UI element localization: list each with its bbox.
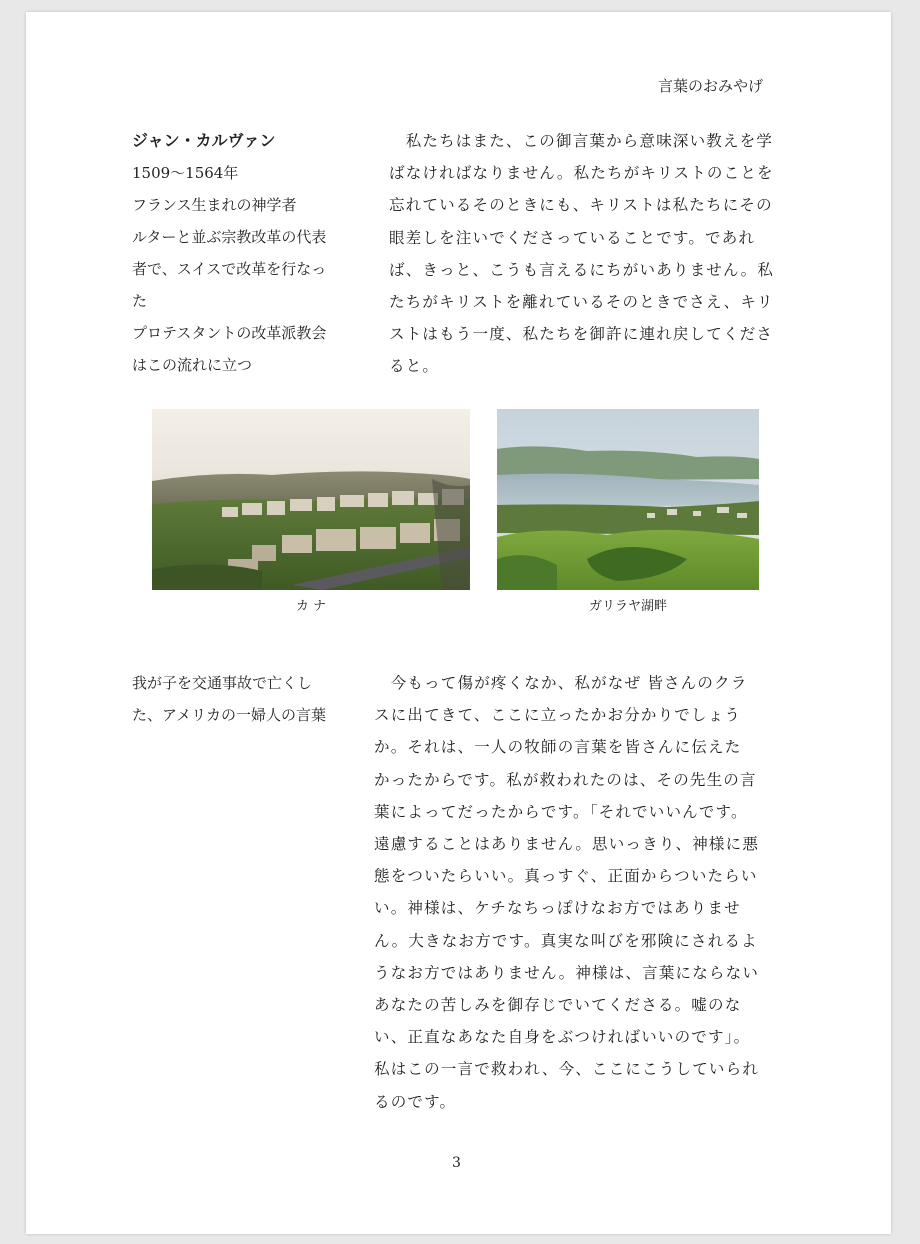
quote-source-note bbox=[132, 667, 326, 731]
body-line: ば、きっと、こうも言えるにちがいありません。私 bbox=[389, 260, 775, 279]
body-line: 態をついたらいい。真っすぐ、正面からついたらい bbox=[374, 867, 758, 886]
body-line: 遠慮することはありません。思いっきり、神様に悪 bbox=[374, 835, 760, 854]
note-line: プロテスタントの改革派教会 bbox=[132, 324, 327, 342]
biography-note bbox=[132, 125, 326, 381]
body-line: 眼差しを注いでくださっていることです。であれ bbox=[389, 228, 756, 247]
body-paragraph-1 bbox=[389, 125, 774, 383]
body-line: 私はこの一言で救われ、今、ここにこうしていられ bbox=[374, 1060, 760, 1079]
body-line: い。神様は、ケチなちっぽけなお方ではありませ bbox=[374, 899, 741, 918]
galilee-lake-photo bbox=[497, 409, 759, 590]
note-line: た bbox=[132, 292, 148, 310]
person-name: ジャン・カルヴァン bbox=[132, 131, 276, 150]
body-line: かったからです。私が救われたのは、その先生の言 bbox=[374, 770, 757, 789]
body-line: るのです。 bbox=[374, 1092, 457, 1111]
note-line: 我が子を交通事故で亡くし bbox=[132, 674, 313, 692]
body-line: か。それは、一人の牧師の言葉を皆さんに伝えた bbox=[374, 738, 742, 757]
body-line: 忘れているそのときにも、キリストは私たちにその bbox=[389, 196, 773, 215]
body-line: ストはもう一度、私たちを御許に連れ戻してくださ bbox=[389, 325, 774, 344]
cana-photo-caption: カ ナ bbox=[295, 599, 327, 614]
body-line: ると。 bbox=[389, 357, 440, 376]
galilee-photo-caption: ガリラヤ湖畔 bbox=[588, 599, 667, 614]
note-line: フランス生まれの神学者 bbox=[132, 196, 297, 214]
note-line: た、アメリカの一婦人の言葉 bbox=[132, 706, 326, 724]
note-line: ルターと並ぶ宗教改革の代表 bbox=[132, 228, 327, 246]
cana-town-photo bbox=[152, 409, 470, 590]
page-number: 3 bbox=[452, 1155, 461, 1171]
body-line: たちがキリストを離れているそのときでさえ、キリ bbox=[389, 293, 774, 312]
document-page bbox=[26, 12, 891, 1234]
note-line: 者で、スイスで改革を行なっ bbox=[132, 260, 327, 278]
body-line: あなたの苦しみを御存じでいてくださる。嘘のな bbox=[374, 996, 742, 1015]
note-line: はこの流れに立つ bbox=[132, 356, 253, 374]
running-header: 言葉のおみやげ bbox=[658, 77, 764, 95]
body-paragraph-2 bbox=[374, 667, 759, 1118]
body-line: 私たちはまた、この御言葉から意味深い教えを学 bbox=[389, 132, 774, 150]
body-line: 葉によってだったからです。「それでいいんです。 bbox=[374, 802, 748, 821]
body-line: ん。大きなお方です。真実な叫びを邪険にされるよ bbox=[374, 931, 758, 950]
note-line: 1509～1564年 bbox=[132, 164, 239, 182]
body-line: 今もって傷が疼くなか、私がなぜ 皆さんのクラ bbox=[374, 674, 748, 692]
body-line: ばなければなりません。私たちがキリストのことを bbox=[389, 164, 774, 183]
body-line: スに出てきて、ここに立ったかお分かりでしょう bbox=[374, 706, 742, 725]
body-line: い、正直なあなた自身をぶつければいいのです」。 bbox=[374, 1028, 751, 1047]
body-line: うなお方ではありません。神様は、言葉にならない bbox=[374, 963, 760, 982]
